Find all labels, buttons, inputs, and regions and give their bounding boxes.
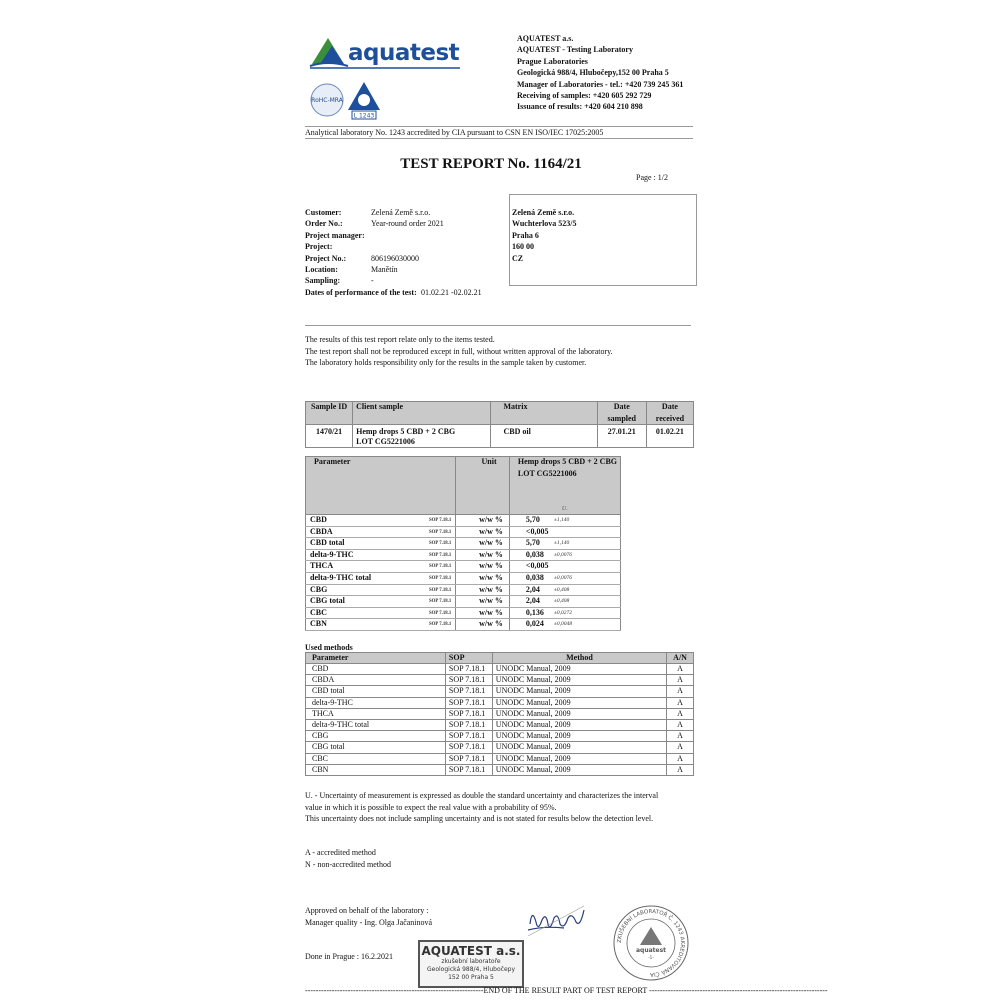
col-date-received: Date received [646,402,693,425]
col-unit: Unit [456,457,510,515]
method-legend: A - accredited method N - non-accredited method [305,848,391,869]
result-row: CBD SOP 7.18.1 w/w % 5,70 ±1,140 [306,515,621,527]
uncertainty-header: U. [561,506,568,512]
svg-text:RoHC-MRA: RoHC-MRA [311,97,343,104]
divider [305,325,691,326]
end-of-report-line: -------------------------------------------------------------------END OF THE RESULT PART OF TEST REPORT ------------------------------------------------------------------- [305,986,828,995]
recipient-line: CZ [512,253,524,263]
recipient-line: 160 00 [512,242,534,252]
result-row: CBG total SOP 7.18.1 w/w % 2,04 ±0,408 [306,596,621,608]
address-line: AQUATEST a.s. [517,34,574,43]
recipient-line: Zelená Země s.r.o. [512,208,575,217]
method-row: CBD SOP 7.18.1 UNODC Manual, 2009 A [306,664,694,675]
result-row: CBN SOP 7.18.1 w/w % 0,024 ±0,0048 [306,619,621,631]
col-method-sop: SOP [445,653,492,664]
col-matrix: Matrix [491,402,597,425]
recipient-address-box [509,194,697,286]
method-row: CBD total SOP 7.18.1 UNODC Manual, 2009 A [306,686,694,697]
method-row: CBN SOP 7.18.1 UNODC Manual, 2009 A [306,764,694,775]
result-row: delta-9-THC SOP 7.18.1 w/w % 0,038 ±0,0076 [306,549,621,561]
results-table [305,456,621,631]
col-sample-id: Sample ID [306,402,353,425]
done-in-prague: Done in Prague : 16.2.2021 [305,952,393,961]
approval-block: Approved on behalf of the laboratory : Manager quality - Ing. Olga Jačaninová [305,906,433,927]
col-method-name: Method [492,653,666,664]
customer-info [305,207,482,298]
lab-address [517,33,683,113]
report-title: TEST REPORT No. 1164/21 [400,156,582,172]
methods-table [305,652,694,776]
col-client-sample: Client sample [353,402,491,425]
used-methods-title: Used methods [305,643,353,652]
method-row: CBG SOP 7.18.1 UNODC Manual, 2009 A [306,731,694,742]
customer-row: Location: Manětín [305,264,398,274]
cia-accreditation-badge [346,80,382,120]
result-row: CBC SOP 7.18.1 w/w % 0,136 ±0,0272 [306,607,621,619]
ilac-mra-badge [309,82,345,118]
result-row: CBG SOP 7.18.1 w/w % 2,04 ±0,408 [306,584,621,596]
customer-row: Customer: Zelená Země s.r.o. [305,208,431,217]
sample-table [305,401,694,448]
divider [305,138,693,139]
test-dates-row: Dates of performance of the test: 01.02.21 -02.02.21 [305,287,482,297]
method-row: CBDA SOP 7.18.1 UNODC Manual, 2009 A [306,675,694,686]
recipient-line: Praha 6 [512,230,539,240]
uncertainty-note: U. - Uncertainty of measurement is expressed as double the standard uncertainty and characterizes the interval value in which it is possible to expect the real value with a probability of 95%. This uncertainty does not include sampling uncertainty and is not stated for results below the detection level. [305,791,659,823]
svg-text:-1-: -1- [647,956,655,961]
sample-row: 1470/21 Hemp drops 5 CBD + 2 CBG LOT CG5221006 CBD oil 27.01.21 01.02.21 [306,425,694,448]
logo-text: aquatest [348,40,460,66]
col-date-sampled: Date sampled [597,402,646,425]
svg-text:aquatest: aquatest [635,947,667,954]
accreditation-note: Analytical laboratory No. 1243 accredited by CIA pursuant to CSN EN ISO/IEC 17025:2005 [305,128,604,137]
address-line: Receiving of samples: +420 605 292 729 [517,91,652,101]
method-row: CBC SOP 7.18.1 UNODC Manual, 2009 A [306,753,694,764]
col-method-parameter: Parameter [306,653,446,664]
recipient-line: Wuchterlova 523/5 [512,219,577,229]
customer-row: Project manager: [305,230,365,240]
address-line: AQUATEST - Testing Laboratory [517,45,633,55]
method-row: delta-9-THC SOP 7.18.1 UNODC Manual, 2009 A [306,697,694,708]
col-parameter: Parameter [306,457,456,515]
address-line: Prague Laboratories [517,56,588,66]
method-row: THCA SOP 7.18.1 UNODC Manual, 2009 A [306,708,694,719]
result-row: CBD total SOP 7.18.1 w/w % 5,70 ±1,140 [306,538,621,550]
col-sample-values: Hemp drops 5 CBD + 2 CBG LOT CG5221006 U. [509,457,620,515]
accreditation-round-stamp [608,903,694,983]
svg-text:ZKUŠEBNÍ LABORATOŘ Č. 1243 AKR: ZKUŠEBNÍ LABORATOŘ Č. 1243 AKREDITOVANÁ ČIA [616,908,686,978]
customer-row: Sampling: - [305,276,374,286]
customer-row: Order No.: Year-round order 2021 [305,219,444,229]
company-stamp: AQUATEST a.s. zkušební laboratoře Geologická 988/4, Hlubočepy 152 00 Praha 5 [418,940,524,988]
result-row: delta-9-THC total SOP 7.18.1 w/w % 0,038 ±0,0076 [306,572,621,584]
customer-row: Project: [305,242,333,252]
customer-row: Project No.: 806196030000 [305,253,419,263]
result-row: THCA SOP 7.18.1 w/w % <0,005 [306,561,621,573]
method-row: CBG total SOP 7.18.1 UNODC Manual, 2009 A [306,742,694,753]
address-line: Manager of Laboratories - tel.: +420 739 245 361 [517,79,684,89]
col-method-an: A/N [667,653,694,664]
disclaimer: The results of this test report relate only to the items tested. The test report shall not be reproduced except in full, without written approval of the laboratory. The laboratory holds responsibility only for the results in the sample taken by customer. [305,335,613,367]
svg-text:L 1243: L 1243 [353,112,375,120]
address-line: Geologická 988/4, Hlubočepy,152 00 Praha 5 [517,68,669,78]
signature [524,902,588,938]
method-row: delta-9-THC total SOP 7.18.1 UNODC Manual, 2009 A [306,719,694,730]
address-line: Issuance of results: +420 604 210 898 [517,102,643,112]
result-row: CBDA SOP 7.18.1 w/w % <0,005 [306,526,621,538]
page-number: Page : 1/2 [636,173,668,182]
